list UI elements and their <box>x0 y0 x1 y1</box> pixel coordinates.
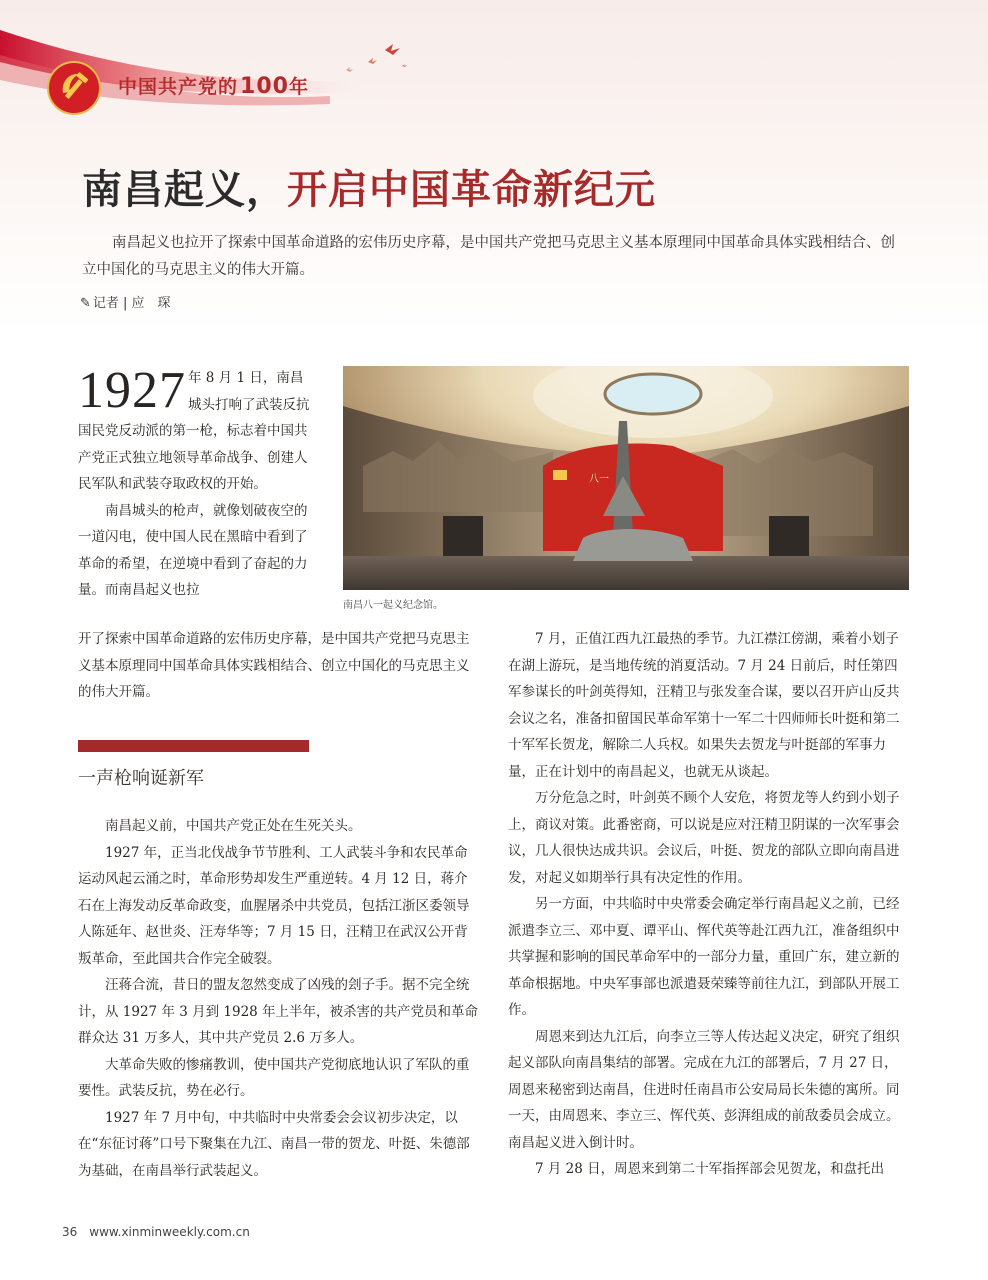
intro-block <box>78 362 314 604</box>
right-paragraph: 万分危急之时，叶剑英不顾个人安危，将贺龙等人约到小划子上，商议对策。此番密商，可以说是应对汪精卫阴谋的一次军事会议，几人很快达成共识。会议后，叶挺、贺龙的部队立即向南昌进发，对起义如期举行具有决定性的作用。 <box>508 790 900 886</box>
intro-continuation: 开了探索中国革命道路的宏伟历史序幕，是中国共产党把马克思主义基本原理同中国革命具体实践相结合、创立中国化的马克思主义的伟大开篇。 <box>78 631 470 700</box>
byline-text: 记者 | 应 琛 <box>92 296 171 311</box>
title-part1: 南昌起义， <box>82 166 287 213</box>
article-title <box>82 158 656 215</box>
left-paragraph: 南昌起义前，中国共产党正处在生死关头。 <box>105 818 362 834</box>
section-label-suffix: 年 <box>288 76 309 98</box>
left-paragraph: 1927 年，正当北伐战争节节胜利、工人武装斗争和农民革命运动风起云涌之时，革命形势却发生严重逆转。4 月 12 日，蒋介石在上海发动反革命政变，血腥屠杀中共党员，包括江浙区委领导人陈延年、赵世炎、汪寿华等；7 月 15 日，汪精卫在武汉公开背叛革命，至此国共合作完全破裂。 <box>78 844 470 967</box>
right-paragraph: 7 月 28 日，周恩来到第二十军指挥部会见贺龙，和盘托出 <box>535 1161 885 1177</box>
section-number: 100 <box>240 74 289 99</box>
left-paragraph: 汪蒋合流，昔日的盟友忽然变成了凶残的刽子手。据不完全统计，从 1927 年 3 月到 1928 年上半年，被杀害的共产党员和革命群众达 31 万多人，其中共产党员 2.6 万多人。 <box>78 977 479 1046</box>
byline <box>80 292 171 311</box>
birds-icon <box>340 40 420 80</box>
article-lead: 南昌起义也拉开了探索中国革命道路的宏伟历史序幕，是中国共产党把马克思主义基本原理同中国革命具体实践相结合、创立中国化的马克思主义的伟大开篇。 <box>82 235 895 278</box>
pen-icon: ✎ <box>80 296 91 311</box>
party-emblem-icon <box>46 60 102 116</box>
photo-caption: 南昌八一起义纪念馆。 <box>343 600 443 611</box>
title-part2: 开启中国革命新纪元 <box>287 166 656 213</box>
left-paragraph: 1927 年 7 月中旬，中共临时中央常委会会议初步决定，以在“东征讨蒋”口号下聚集在九江、南昌一带的贺龙、叶挺、朱德部为基础，在南昌举行武装起义。 <box>78 1109 470 1179</box>
left-column <box>78 813 480 1184</box>
section-subhead: 一声枪响诞新军 <box>78 768 204 789</box>
page-number: 36 <box>62 1225 78 1239</box>
left-paragraph: 大革命失败的惨痛教训，使中国共产党彻底地认识了军队的重要性。武装反抗，势在必行。 <box>78 1056 470 1099</box>
memorial-hall-photo <box>343 366 909 590</box>
footer-website: www.xinminweekly.com.cn <box>89 1225 250 1239</box>
header-ribbon <box>0 0 988 130</box>
right-paragraph: 另一方面，中共临时中央常委会确定举行南昌起义之前，已经派遣李立三、邓中夏、谭平山、恽代英等赴江西九江，准备组织中共掌握和影响的国民革命军中的一部分力量，重回广东，建立新的革命根据地。中央军事部也派遣聂荣臻等前往九江，到部队开展工作。 <box>508 896 900 1018</box>
drop-cap: 1927 <box>78 362 186 419</box>
section-label <box>118 72 309 99</box>
intro-p1-text: 年 8 月 1 日，南昌城头打响了武装反抗国民党反动派的第一枪，标志着中国共产党正式独立地领导革命战争、创建人民军队和武装夺取政权的开始。 <box>78 370 310 492</box>
right-paragraph: 7 月，正值江西九江最热的季节。九江襟江傍湖，乘着小划子在湖上游玩，是当地传统的消夏活动。7 月 24 日前后，时任第四军参谋长的叶剑英得知，汪精卫与张发奎合谋，要以召开庐山反共会议之名，准备扣留国民革命军第十一军二十四师师长叶挺和第二十军军长贺龙，解除二人兵权。如果失去贺龙与叶挺部的军事力量，正在计划中的南昌起义，也就无从谈起。 <box>508 631 900 780</box>
right-paragraph: 周恩来到达九江后，向李立三等人传达起义决定，研究了组织起义部队向南昌集结的部署。完成在九江的部署后，7 月 27 日，周恩来秘密到达南昌，住进时任南昌市公安局局长朱德的寓所。同一天，由周恩来、李立三、恽代英、彭湃组成的前敌委员会成立。南昌起义进入倒计时。 <box>508 1028 900 1151</box>
intro-paragraph-2: 南昌城头的枪声，就像划破夜空的一道闪电，使中国人民在黑暗中看到了革命的希望，在逆境中看到了奋起的力量。而南昌起义也拉 <box>78 502 308 598</box>
right-column <box>508 626 910 1183</box>
section-rule-bar <box>78 740 309 752</box>
page-footer <box>62 1225 250 1239</box>
intro-paragraph-1 <box>78 362 314 498</box>
section-label-text: 中国共产党的 <box>118 76 239 98</box>
photo-banner-text: 八一 <box>589 474 609 485</box>
